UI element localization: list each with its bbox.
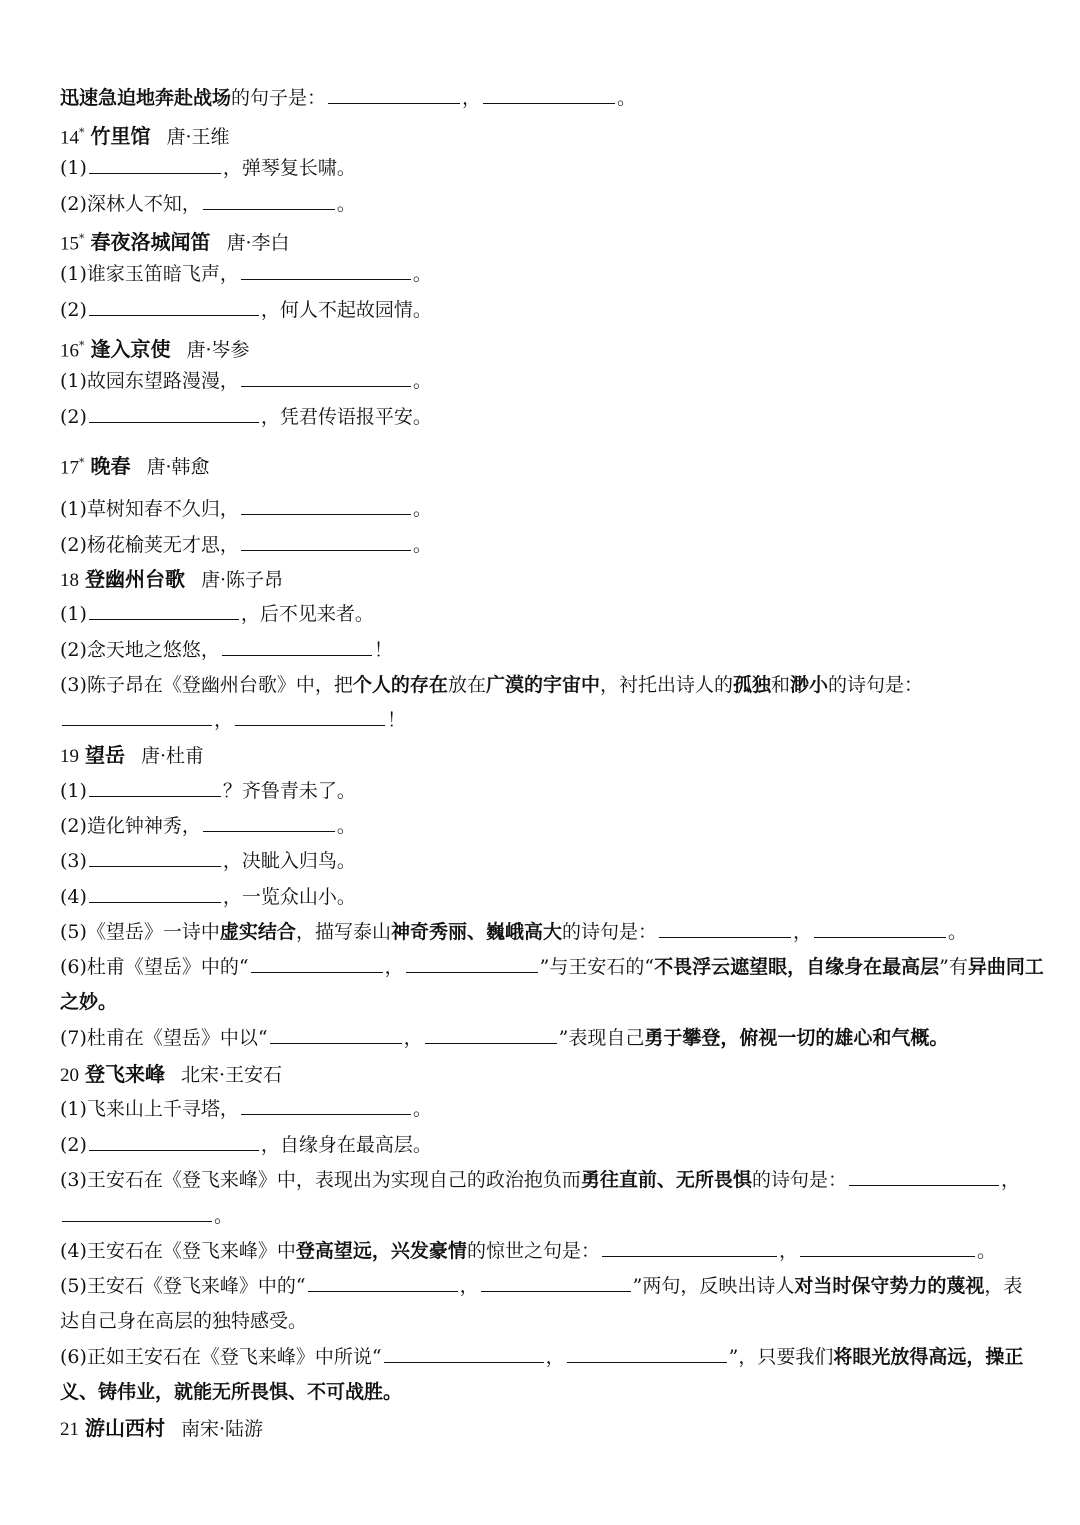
- answer-blank[interactable]: [481, 1273, 631, 1292]
- question-line: (3)陈子昂在《登幽州台歌》中，把个人的存在放在广漠的宇宙中，衬托出诗人的孤独和渺小的诗句是：: [60, 674, 924, 696]
- answer-blank[interactable]: [89, 404, 259, 423]
- line-intro: 迅速急迫地奔赴战场的句子是： ， 。: [60, 87, 637, 109]
- answer-blank[interactable]: [800, 1238, 975, 1257]
- question-line: (2) ，自缘身在最高层。: [60, 1134, 432, 1156]
- answer-blank[interactable]: [241, 261, 411, 280]
- question-line: (4) ，一览众山小。: [60, 886, 356, 908]
- question-line: (2)杨花榆荚无才思， 。: [60, 534, 432, 556]
- answer-blank[interactable]: [425, 1025, 557, 1044]
- question-line: (3) ，决眦入归鸟。: [60, 850, 356, 872]
- poem-heading-20: 20 登飞来峰 北宋·王安石: [60, 1062, 283, 1086]
- answer-blank[interactable]: [251, 954, 383, 973]
- answer-blank[interactable]: [483, 85, 615, 104]
- question-line: (4)王安石在《登飞来峰》中登高望远，兴发豪情的惊世之句是： ， 。: [60, 1240, 996, 1262]
- answer-blank[interactable]: [241, 496, 411, 515]
- poem-heading-21: 21 游山西村 南宋·陆游: [60, 1416, 264, 1440]
- question-line: (5)王安石《登飞来峰》中的“ ， ”两句，反映出诗人对当时保守势力的蔑视，表: [60, 1275, 1023, 1297]
- answer-blank[interactable]: [203, 191, 335, 210]
- question-line: (3)王安石在《登飞来峰》中，表现出为实现自己的政治抱负而勇往直前、无所畏惧的诗句是： ，: [60, 1169, 1020, 1191]
- answer-blank[interactable]: [235, 707, 385, 726]
- question-line: (6)正如王安石在《登飞来峰》中所说“ ， ”，只要我们将眼光放得高远，操正: [60, 1346, 1024, 1368]
- question-line: (1) ，弹琴复长啸。: [60, 157, 356, 179]
- question-line: (1)谁家玉笛暗飞声， 。: [60, 263, 432, 285]
- answer-blank[interactable]: [62, 707, 212, 726]
- question-line: (7)杜甫在《望岳》中以“ ， ”表现自己勇于攀登，俯视一切的雄心和气概。: [60, 1027, 949, 1049]
- answer-blank[interactable]: [328, 85, 460, 104]
- question-line: (1)飞来山上千寻塔， 。: [60, 1098, 432, 1120]
- answer-blank[interactable]: [814, 919, 946, 938]
- answer-blank[interactable]: [89, 778, 221, 797]
- poem-heading-15: 15* 春夜洛城闻笛 唐·李白: [60, 230, 290, 255]
- question-line: (2)深林人不知， 。: [60, 193, 356, 215]
- answer-blank[interactable]: [270, 1025, 402, 1044]
- answer-blank[interactable]: [89, 601, 239, 620]
- question-line: (1) ，后不见来者。: [60, 603, 374, 625]
- answer-blank[interactable]: [89, 1132, 259, 1151]
- question-line: 义、铸伟业，就能无所畏惧、不可战胜。: [60, 1381, 403, 1403]
- poem-heading-19: 19 望岳 唐·杜甫: [60, 743, 205, 767]
- answer-blank[interactable]: [89, 884, 221, 903]
- question-line: 之妙。: [60, 991, 118, 1013]
- answer-blank[interactable]: [89, 297, 259, 316]
- answer-blank[interactable]: [659, 919, 791, 938]
- question-line: ， ！: [60, 706, 406, 734]
- poem-heading-17: 17* 晚春 唐·韩愈: [60, 454, 210, 479]
- answer-blank[interactable]: [89, 848, 221, 867]
- answer-blank[interactable]: [241, 1096, 411, 1115]
- question-line: (2) ，凭君传语报平安。: [60, 406, 432, 428]
- question-line: 达自己身在高层的独特感受。: [60, 1310, 308, 1332]
- question-line: 。: [60, 1202, 233, 1230]
- question-line: (6)杜甫《望岳》中的“ ， ”与王安石的“不畏浮云遮望眼，自缘身在最高层”有异曲同工: [60, 956, 1044, 978]
- answer-blank[interactable]: [567, 1344, 727, 1363]
- question-line: (2)念天地之悠悠， ！: [60, 639, 393, 661]
- answer-blank[interactable]: [849, 1167, 999, 1186]
- question-line: (2) ，何人不起故园情。: [60, 299, 432, 321]
- question-line: (1)草树知春不久归， 。: [60, 498, 432, 520]
- answer-blank[interactable]: [384, 1344, 544, 1363]
- answer-blank[interactable]: [89, 155, 221, 174]
- answer-blank[interactable]: [241, 368, 411, 387]
- poem-heading-18: 18 登幽州台歌 唐·陈子昂: [60, 567, 284, 591]
- question-line: (2)造化钟神秀， 。: [60, 815, 356, 837]
- poem-heading-14: 14* 竹里馆 唐·王维: [60, 124, 230, 149]
- question-line: (1)故园东望路漫漫， 。: [60, 370, 432, 392]
- answer-blank[interactable]: [406, 954, 538, 973]
- answer-blank[interactable]: [602, 1238, 777, 1257]
- answer-blank[interactable]: [222, 637, 372, 656]
- poem-heading-16: 16* 逢入京使 唐·岑参: [60, 337, 250, 362]
- answer-blank[interactable]: [241, 532, 411, 551]
- question-line: (5)《望岳》一诗中虚实结合，描写泰山神奇秀丽、巍峨高大的诗句是： ， 。: [60, 921, 968, 943]
- answer-blank[interactable]: [203, 813, 335, 832]
- answer-blank[interactable]: [308, 1273, 458, 1292]
- question-line: (1) ？齐鲁青未了。: [60, 780, 356, 802]
- answer-blank[interactable]: [62, 1203, 212, 1222]
